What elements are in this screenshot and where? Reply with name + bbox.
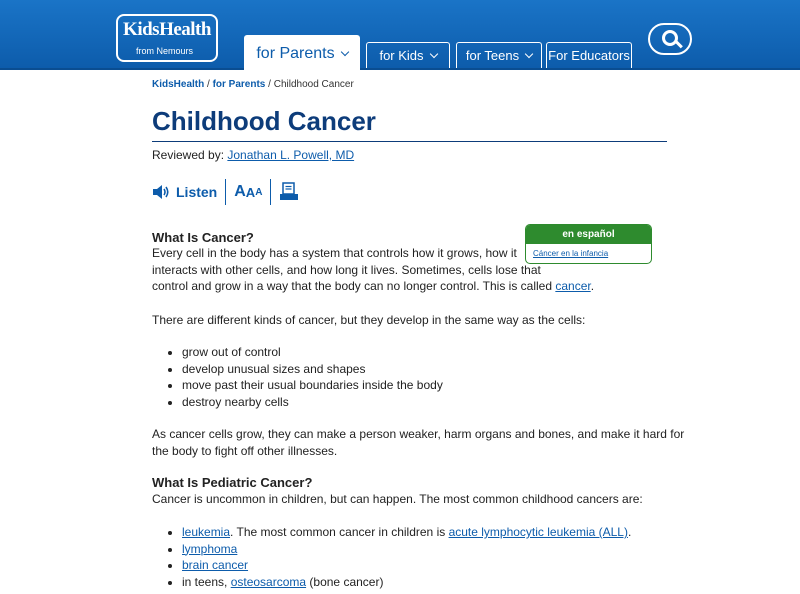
tab-label: for Kids: [379, 48, 424, 63]
tab-for-kids[interactable]: [366, 42, 450, 68]
tab-for-parents[interactable]: [244, 35, 360, 71]
text-segment: control and grow in a way that the body can no longer control. This is called: [152, 279, 556, 293]
text-segment: in teens,: [182, 574, 231, 589]
paragraph-kinds: There are different kinds of cancer, but they develop in the same way as the cells:: [152, 313, 586, 327]
osteosarcoma-link[interactable]: osteosarcoma: [230, 574, 307, 589]
list-item: • move past their usual boundaries inside the body: [182, 377, 443, 394]
leukemia-link[interactable]: leukemia: [182, 525, 231, 539]
text-segment: .: [590, 279, 595, 293]
text-size-large: A: [234, 183, 246, 200]
listen-button[interactable]: [152, 178, 225, 206]
breadcrumb-kidshealth[interactable]: KidsHealth: [152, 79, 205, 90]
text-line: Every cell in the body has a system that controls how it grows, how it: [152, 246, 517, 260]
paragraph-intro: [152, 245, 594, 295]
section-heading-pediatric-cancer: What Is Pediatric Cancer?: [152, 475, 313, 490]
list-item: [182, 557, 631, 574]
paragraph-growth: [152, 426, 684, 459]
print-icon: [279, 182, 299, 202]
tab-label: for Teens: [465, 48, 520, 63]
listen-label: Listen: [176, 184, 218, 200]
speaker-icon: [152, 183, 172, 201]
text-line: interacts with other cells, and how long it lives. Sometimes, cells lose that: [152, 262, 541, 277]
text-line: [152, 278, 594, 295]
espanol-header: en español: [526, 225, 651, 244]
logo-main-text: KidsHealth: [123, 19, 211, 40]
espanol-link[interactable]: Cáncer en la infancia: [533, 249, 609, 258]
cell-behavior-list: [168, 344, 443, 410]
breadcrumb-current: Childhood Cancer: [273, 79, 354, 90]
site-header: [0, 0, 800, 70]
text-line: As cancer cells grow, they can make a person weaker, harm organs and bones, and make it hard for: [152, 427, 685, 441]
search-icon-handle: [675, 41, 683, 49]
page-title: Childhood Cancer: [152, 106, 376, 136]
list-item: • grow out of control: [182, 344, 443, 361]
breadcrumb-sep: /: [265, 79, 274, 90]
kidshealth-logo[interactable]: [116, 14, 218, 62]
print-button[interactable]: [271, 178, 307, 206]
text-segment: . The most common cancer in children is: [230, 525, 449, 539]
text-segment: .: [627, 525, 632, 539]
text-segment: (bone cancer): [306, 574, 384, 589]
list-item: • develop unusual sizes and shapes: [182, 361, 443, 378]
reviewer-link[interactable]: Jonathan L. Powell, MD: [227, 148, 355, 162]
article-tools: [152, 178, 307, 206]
tab-label: For Educators: [548, 48, 630, 63]
tab-label: for Parents: [256, 44, 335, 62]
cancer-types-list: [168, 524, 631, 590]
tab-for-teens[interactable]: [456, 42, 542, 68]
text-size-medium: A: [245, 184, 256, 200]
reviewed-label: Reviewed by:: [152, 148, 228, 162]
list-item: [182, 524, 631, 541]
list-item: [182, 574, 631, 591]
list-item: • destroy nearby cells: [182, 394, 443, 411]
logo-sub-text: from Nemours: [136, 46, 194, 56]
list-item: [182, 541, 631, 558]
breadcrumb: [152, 79, 354, 90]
text-line: the body to fight off other illnesses.: [152, 443, 338, 458]
paragraph-pediatric-intro: Cancer is uncommon in children, but can happen. The most common childhood cancers are:: [152, 492, 643, 506]
chevron-down-icon: [429, 49, 437, 57]
text-size-small: A: [255, 186, 263, 198]
section-heading-what-is-cancer: What Is Cancer?: [152, 230, 254, 245]
tab-for-educators[interactable]: [546, 42, 632, 68]
cancer-link[interactable]: cancer: [555, 279, 591, 293]
chevron-down-icon: [340, 47, 348, 55]
all-link[interactable]: acute lymphocytic leukemia (ALL): [448, 525, 628, 539]
brain-cancer-link[interactable]: brain cancer: [182, 558, 249, 572]
breadcrumb-sep: /: [204, 79, 213, 90]
title-divider: [152, 141, 667, 142]
text-size-button[interactable]: [226, 178, 270, 206]
breadcrumb-for-parents[interactable]: for Parents: [212, 79, 266, 90]
chevron-down-icon: [525, 49, 533, 57]
lymphoma-link[interactable]: lymphoma: [182, 541, 238, 556]
reviewed-by: [152, 148, 354, 162]
search-button[interactable]: [648, 23, 692, 55]
